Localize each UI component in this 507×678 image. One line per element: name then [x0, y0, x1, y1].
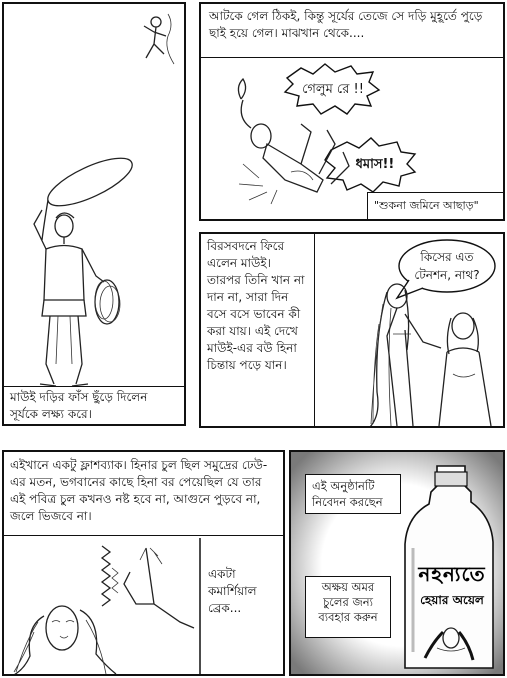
- panel-fall-label: "শুকনা জমিনে আছাড়": [367, 192, 505, 220]
- panel-flashback-side-caption: একটা কমার্শিয়াল ব্রেক...: [208, 567, 257, 615]
- bottle-brand-subtitle: হেয়ার অয়েল: [420, 593, 484, 607]
- waving-hand: [102, 546, 194, 628]
- hina-face: [12, 606, 116, 676]
- panel-lasso: [2, 2, 186, 426]
- maui-figure: [34, 210, 104, 386]
- panel-tension-caption: বিরসবদনে ফিরে এলেন মাউই। তারপর তিনি খান না দান না, সারা দিন বসে বসে ভাবেন কী করা যায়। এই দেখে মাউই-এর বউ হিনা চিন্তায় পড়ে যান।: [201, 234, 315, 426]
- maui-lasso-drawing: [4, 4, 186, 426]
- maui-seated-figure: [439, 313, 491, 426]
- panel-lasso-caption: মাউই দড়ির ফাঁস ছুঁড়ে দিলেন সূর্যকে লক্ষ্য করে।: [4, 386, 184, 424]
- panel-flashback: [2, 450, 285, 676]
- speech-bubble-text: কিসের এত টেনশন, নাথ?: [414, 250, 480, 282]
- panel-flashback-caption: এইখানে একটু ফ্লাশব্যাক। হিনার চুল ছিল সমুদ্রের ঢেউ-এর মতন, ভগবানের কাছে হিনা বর পেয়েছিল যে তার এই পবিত্র চুল কখনও নষ্ট হবে না, আগুনে পুড়বে না, জলে ভিজবে না।: [4, 452, 283, 536]
- speech-bubble-bottom: ধমাস!!: [355, 156, 395, 172]
- sun-figure-sketch: [144, 14, 174, 64]
- panel-fall-caption: আটকে গেল ঠিকই, কিন্তু সূর্যের তেজে সে দড়ি মুহূর্তে পুড়ে ছাই হয়ে গেল। মাঝখান থেকে....: [201, 4, 503, 58]
- falling-maui-drawing: [201, 4, 505, 221]
- hina-figure: [369, 284, 441, 428]
- commercial-sponsor-box: এই অনুষ্ঠানটি নিবেদন করছেন: [305, 474, 401, 514]
- panel-tension: [199, 232, 505, 428]
- rope-coil: [95, 280, 120, 324]
- panel-fall: [199, 2, 505, 221]
- bottle-brand-name: নহন্যতে: [418, 562, 486, 586]
- commercial-tagline-box: অক্ষয় অমর চুলের জন্য ব্যবহার করুন: [305, 576, 391, 638]
- speech-bubble-top: গেলুম রে !!: [302, 81, 364, 97]
- panel-commercial: [289, 450, 505, 676]
